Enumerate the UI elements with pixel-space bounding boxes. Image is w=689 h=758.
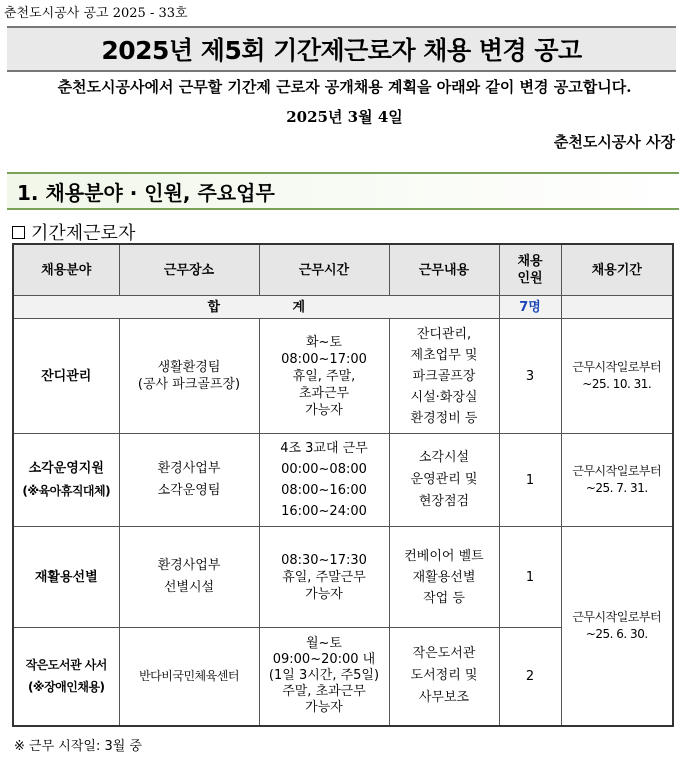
header-count-line1: 채용: [517, 254, 543, 269]
section-title: 1. 채용분야 · 인원, 주요업무: [17, 180, 275, 205]
duties-line: 작업 등: [423, 590, 465, 606]
duties-line: 시설·화장실: [410, 389, 478, 405]
section-header: [7, 172, 679, 210]
total-count: 7명: [499, 296, 561, 319]
hours-line: 00:00~08:00: [281, 462, 367, 477]
checkbox-icon: [12, 226, 25, 239]
hours-cell: [259, 527, 389, 628]
hours-line: 주말, 초과근무: [282, 684, 366, 700]
period-cell: [561, 434, 673, 527]
duties-line: 잔디관리,: [416, 326, 472, 342]
duties-line: 도서정리 및: [410, 668, 478, 684]
period-line: 근무시작일로부터: [572, 464, 662, 478]
hours-line: 휴일, 주말근무: [282, 569, 366, 585]
subheading-label: 기간제근로자: [31, 223, 136, 244]
field-line: (※육아휴직대체): [22, 484, 111, 498]
hours-line: 가능자: [305, 700, 343, 716]
place-cell: [119, 434, 259, 527]
recruitment-table: [12, 243, 674, 727]
place-line: 소각운영팀: [157, 483, 221, 498]
issuer: 춘천도시공사 사장: [553, 133, 675, 151]
total-row: [13, 296, 673, 319]
duties-line: 현장점검: [418, 494, 470, 509]
table-row: [13, 527, 673, 628]
subheading: [12, 219, 135, 245]
duties-line: 환경정비 등: [410, 410, 478, 426]
table-row: [13, 319, 673, 434]
duties-line: 소각시설: [418, 450, 470, 465]
place-line: 생활환경팀: [157, 360, 221, 375]
place-line: 환경사업부: [157, 558, 221, 573]
duties-cell: [389, 434, 499, 527]
hours-line: 09:00~20:00 내: [272, 652, 376, 668]
period-line: 근무시작일로부터: [572, 360, 662, 374]
header-hours: 근무시간: [259, 244, 389, 296]
field-line: 잔디관리: [41, 368, 92, 384]
field-line: 소각운영지원: [28, 461, 104, 476]
hours-cell: [259, 628, 389, 726]
total-empty: [561, 296, 673, 319]
period-line: ~25. 6. 30.: [585, 626, 648, 641]
notice-date: 2025년 3월 4일: [286, 108, 403, 126]
period-line: ~25. 10. 31.: [582, 377, 652, 391]
count-cell: 3: [499, 319, 561, 434]
hours-line: 4조 3교대 근무: [280, 441, 368, 456]
duties-line: 재활용선별: [412, 569, 476, 585]
duties-line: 작은도서관: [412, 646, 476, 662]
place-line: (공사 파크골프장): [137, 377, 241, 392]
hours-line: 16:00~24:00: [281, 504, 367, 519]
duties-cell: [389, 628, 499, 726]
hours-cell: [259, 319, 389, 434]
header-count-line2: 인원: [517, 271, 543, 286]
field-cell: 재활용선별: [13, 527, 119, 628]
field-cell: [13, 628, 119, 726]
total-label: 합 계: [13, 296, 499, 319]
field-line: 작은도서관 사서: [25, 658, 107, 673]
hours-line: 08:00~17:00: [281, 351, 367, 367]
hours-line: 월~토: [305, 636, 342, 652]
header-duties: 근무내용: [389, 244, 499, 296]
header-field: 채용분야: [13, 244, 119, 296]
table-header-row: [13, 244, 673, 296]
duties-line: 사무보조: [418, 690, 470, 706]
intro-text: 춘천도시공사에서 근무할 기간제 근로자 공개채용 계획을 아래와 같이 변경 공고합니다.: [57, 78, 632, 96]
place-cell: 반다비국민체육센터: [119, 628, 259, 726]
hours-line: 화~토: [305, 334, 342, 350]
count-cell: 2: [499, 628, 561, 726]
header-place: 근무장소: [119, 244, 259, 296]
header-count: [499, 244, 561, 296]
page-title: 2025년 제5회 기간제근로자 채용 변경 공고: [101, 36, 582, 65]
duties-cell: [389, 319, 499, 434]
hours-line: 초과근무: [298, 385, 350, 401]
duties-line: 컨베이어 벨트: [404, 548, 484, 564]
place-line: 선별시설: [163, 580, 215, 595]
period-line: ~25. 7. 31.: [585, 481, 648, 495]
table-row: [13, 434, 673, 527]
place-cell: [119, 319, 259, 434]
hours-line: 휴일, 주말,: [292, 368, 356, 384]
period-line: 근무시작일로부터: [572, 609, 662, 624]
count-cell: 1: [499, 434, 561, 527]
notice-number: 춘천도시공사 공고 2025 - 33호: [4, 6, 188, 21]
place-cell: [119, 527, 259, 628]
hours-line: 가능자: [305, 586, 343, 602]
duties-line: 파크골프장: [412, 368, 476, 384]
count-cell: 1: [499, 527, 561, 628]
field-cell: [13, 434, 119, 527]
field-cell: [13, 319, 119, 434]
duties-line: 운영관리 및: [410, 472, 478, 487]
period-cell: [561, 527, 673, 726]
duties-cell: [389, 527, 499, 628]
place-line: 환경사업부: [157, 461, 221, 476]
field-line: (※장애인채용): [27, 680, 105, 695]
header-period: 채용기간: [561, 244, 673, 296]
hours-line: (1일 3시간, 주5일): [268, 668, 380, 684]
hours-line: 08:30~17:30: [281, 552, 367, 568]
hours-cell: [259, 434, 389, 527]
title-banner: [7, 26, 676, 72]
footnote: ※ 근무 시작일: 3월 중: [14, 739, 142, 754]
period-cell: [561, 319, 673, 434]
hours-line: 08:00~16:00: [281, 483, 367, 498]
hours-line: 가능자: [305, 402, 343, 418]
duties-line: 제초업무 및: [410, 347, 478, 363]
